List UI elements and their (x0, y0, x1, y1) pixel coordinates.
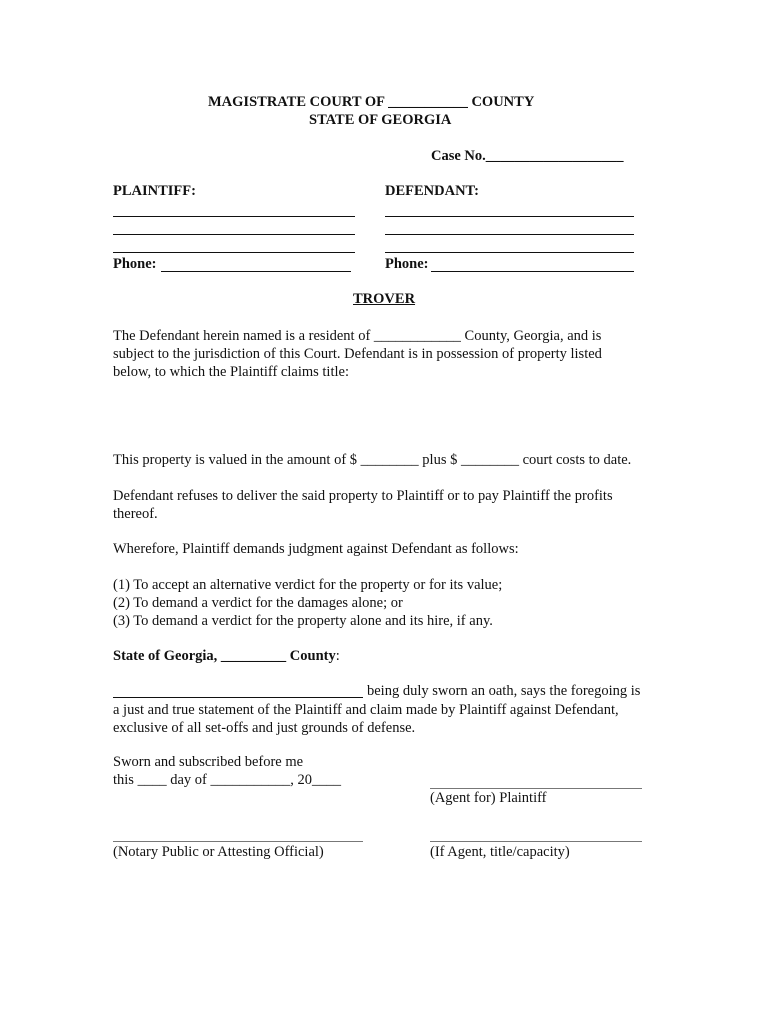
document-title: TROVER (353, 291, 416, 307)
plaintiff-phone-line[interactable] (161, 271, 351, 272)
agent-title-label: (If Agent, title/capacity) (430, 844, 570, 860)
plaintiff-label: PLAINTIFF: (113, 183, 196, 199)
demands-list (113, 576, 658, 630)
oath-paragraph (113, 701, 658, 737)
refusal-paragraph (113, 487, 658, 523)
defendant-address-line-1[interactable] (385, 234, 634, 235)
plaintiff-address-line-2[interactable] (113, 252, 355, 253)
defendant-phone-line[interactable] (431, 271, 634, 272)
residency-paragraph (113, 327, 658, 381)
residency-line-3: below, to which the Plaintiff claims title: (113, 364, 349, 380)
notary-signature-line[interactable] (113, 841, 363, 842)
defendant-address-line-2[interactable] (385, 252, 634, 253)
oath-line-3: exclusive of all set-offs and just grounds of defense. (113, 720, 416, 736)
demand-item-1: (1) To accept an alternative verdict for the property or for its value; (113, 577, 503, 593)
defendant-label: DEFENDANT: (385, 183, 479, 199)
plaintiff-phone-label: Phone: (113, 256, 157, 272)
state-heading: STATE OF GEORGIA (309, 112, 452, 128)
state-county-label: State of Georgia, _________ County (113, 648, 336, 664)
plaintiff-address-line-1[interactable] (113, 234, 355, 235)
refusal-line-2: thereof. (113, 506, 158, 522)
state-county-line (113, 648, 340, 665)
case-number: Case No.___________________ (431, 148, 624, 164)
demand-item-3: (3) To demand a verdict for the property alone and its hire, if any. (113, 613, 493, 629)
notary-label: (Notary Public or Attesting Official) (113, 844, 324, 860)
oath-line-1: being duly sworn an oath, says the foregoing is (367, 683, 641, 699)
plaintiff-signature-line[interactable] (430, 788, 642, 789)
residency-line-1: The Defendant herein named is a resident of ____________ County, Georgia, and is (113, 328, 602, 344)
residency-line-2: subject to the jurisdiction of this Court. Defendant is in possession of property listed (113, 346, 602, 362)
sworn-date-line: this ____ day of ___________, 20____ (113, 772, 341, 788)
plaintiff-name-line[interactable] (113, 216, 355, 217)
wherefore-statement: Wherefore, Plaintiff demands judgment against Defendant as follows: (113, 541, 519, 557)
court-heading: MAGISTRATE COURT OF ___________ COUNTY (208, 94, 535, 110)
sworn-statement: Sworn and subscribed before me (113, 754, 304, 770)
valuation-statement: This property is valued in the amount of $ ________ plus $ ________ court costs to date. (113, 452, 632, 468)
state-county-colon: : (335, 648, 340, 664)
defendant-phone-label: Phone: (385, 256, 429, 272)
affiant-name-line[interactable] (113, 697, 363, 698)
defendant-name-line[interactable] (385, 216, 634, 217)
demand-item-2: (2) To demand a verdict for the damages alone; or (113, 595, 403, 611)
oath-line-2: a just and true statement of the Plaintiff and claim made by Plaintiff against Defendant, (113, 702, 619, 718)
refusal-line-1: Defendant refuses to deliver the said property to Plaintiff or to pay Plaintiff the profits (113, 488, 613, 504)
agent-plaintiff-label: (Agent for) Plaintiff (430, 790, 547, 806)
agent-title-line[interactable] (430, 841, 642, 842)
